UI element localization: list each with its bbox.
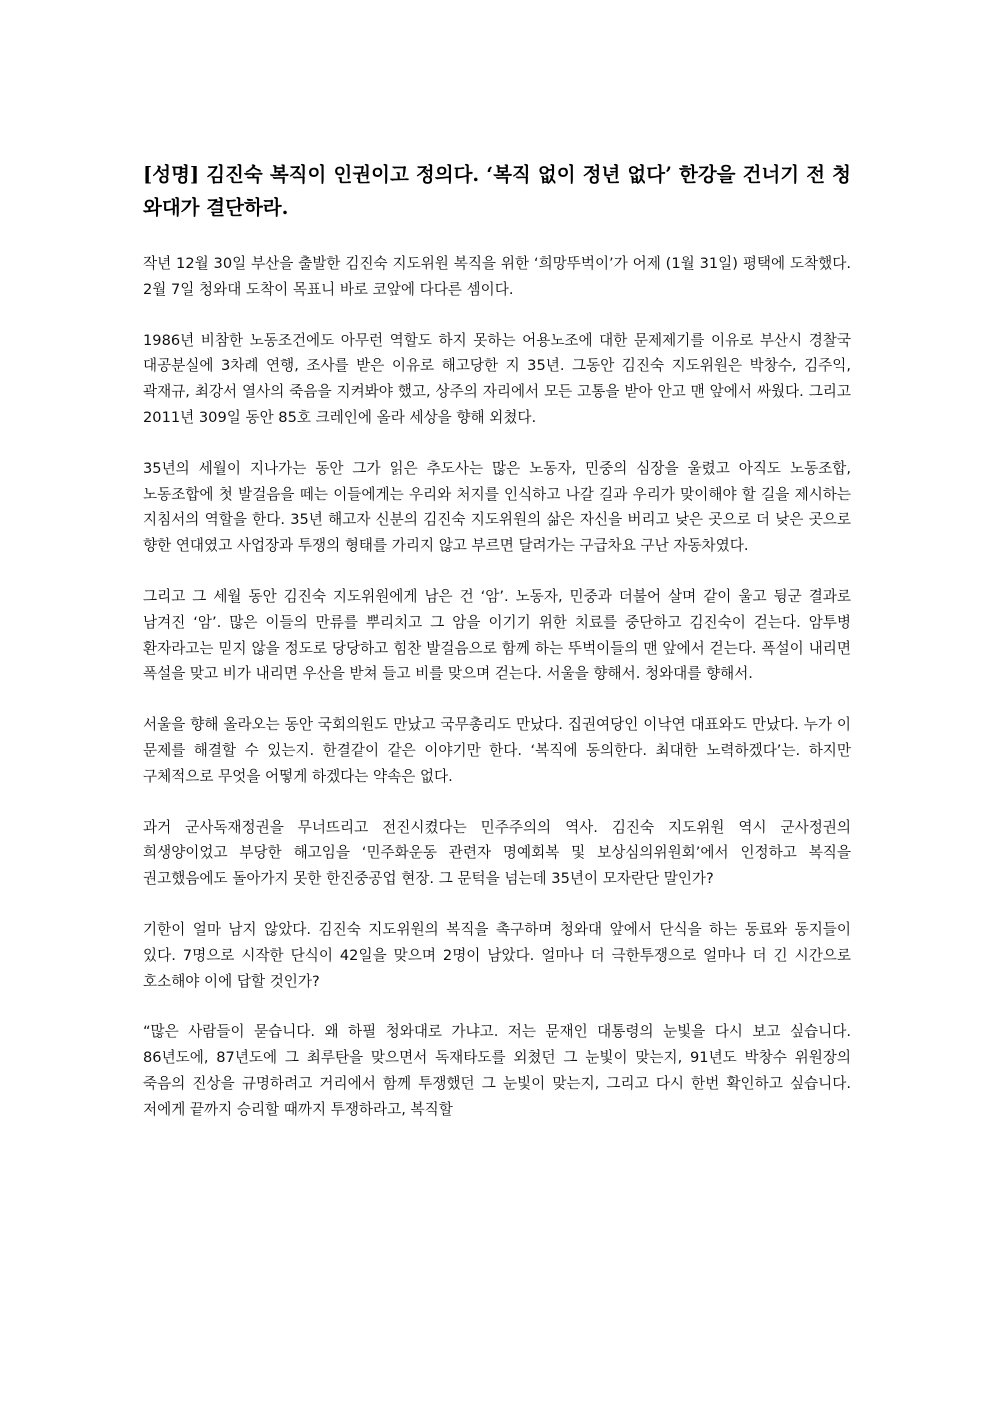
paragraph-2: 1986년 비참한 노동조건에도 아무런 역할도 하지 못하는 어용노조에 대한 문제제기를 이유로 부산시 경찰국 대공분실에 3차례 연행, 조사를 받은 이유로 해고당한 지 35년. 그동안 김진숙 지도위원은 박창수, 김주익, 곽재규, 최강서 열사의 죽음을 지켜봐야 했고, 상주의 자리에서 모든 고통을 받아 안고 맨 앞에서 싸웠다. 그리고 2011년 309일 동안 85호 크레인에 올라 세상을 향해 외쳤다. (143, 331, 851, 426)
document-body (143, 158, 851, 1148)
paragraph-1: 작년 12월 30일 부산을 출발한 김진숙 지도위원 복직을 위한 ‘희망뚜벅이’가 어제 (1월 31일) 평택에 도착했다. 2월 7일 청와대 도착이 목표니 바로 코앞에 다다른 셈이다. (143, 255, 851, 298)
paragraph-6: 과거 군사독재정권을 무너뜨리고 전진시켰다는 민주주의의 역사. 김진숙 지도위원 역시 군사정권의 희생양이었고 부당한 해고임을 ‘민주화운동 관련자 명예회복 및 보상심의위원회’에서 인정하고 복직을 권고했음에도 돌아가지 못한 한진중공업 현장. 그 문턱을 넘는데 35년이 모자란단 말인가? (143, 818, 851, 888)
paragraph-4: 그리고 그 세월 동안 김진숙 지도위원에게 남은 건 ‘암’. 노동자, 민중과 더불어 살며 같이 울고 뒹군 결과로 남겨진 ‘암’. 많은 이들의 만류를 뿌리치고 그 암을 이기기 위한 치료를 중단하고 김진숙이 걷는다. 암투병 환자라고는 믿지 않을 정도로 당당하고 힘찬 발걸음으로 함께 하는 뚜벅이들의 맨 앞에서 걷는다. 폭설이 내리면 폭설을 맞고 비가 내리면 우산을 받쳐 들고 비를 맞으며 걷는다. 서울을 향해서. 청와대를 향해서. (143, 587, 851, 683)
paragraph-3: 35년의 세월이 지나가는 동안 그가 읽은 추도사는 많은 노동자, 민중의 심장을 울렸고 아직도 노동조합, 노동조합에 첫 발걸음을 떼는 이들에게는 우리와 처지를 인식하고 나갈 길과 우리가 맞이해야 할 길을 제시하는 지침서의 역할을 한다. 35년 해고자 신분의 김진숙 지도위원의 삶은 자신을 버리고 낮은 곳으로 더 낮은 곳으로 향한 연대였고 사업장과 투쟁의 형태를 가리지 않고 부르면 달려가는 구급차요 구난 자동차였다. (143, 459, 851, 555)
paragraph-7: 기한이 얼마 남지 않았다. 김진숙 지도위원의 복직을 촉구하며 청와대 앞에서 단식을 하는 동료와 동지들이 있다. 7명으로 시작한 단식이 42일을 맞으며 2명이 남았다. 얼마나 더 극한투쟁으로 얼마나 더 긴 시간으로 호소해야 이에 답할 것인가? (143, 920, 851, 990)
paragraph-5: 서울을 향해 올라오는 동안 국회의원도 만났고 국무총리도 만났다. 집권여당인 이낙연 대표와도 만났다. 누가 이 문제를 해결할 수 있는지. 한결같이 같은 이야기만 한다. ‘복직에 동의한다. 최대한 노력하겠다’는. 하지만 구체적으로 무엇을 어떻게 하겠다는 약속은 없다. (143, 716, 851, 785)
paragraph-8: “많은 사람들이 묻습니다. 왜 하필 청와대로 가냐고. 저는 문재인 대통령의 눈빛을 다시 보고 싶습니다. 86년도에, 87년도에 그 최루탄을 맞으면서 독재타도를 외쳤던 그 눈빛이 맞는지, 91년도 박창수 위원장의 죽음의 진상을 규명하려고 거리에서 함께 투쟁했던 그 눈빛이 맞는지, 그리고 다시 한번 확인하고 싶습니다. 저에게 끝까지 승리할 때까지 투쟁하라고, 복직할 (143, 1023, 851, 1118)
statement-title: [성명] 김진숙 복직이 인권이고 정의다. ‘복직 없이 정년 없다’ 한강을 건너기 전 청와대가 결단하라. (143, 163, 851, 219)
